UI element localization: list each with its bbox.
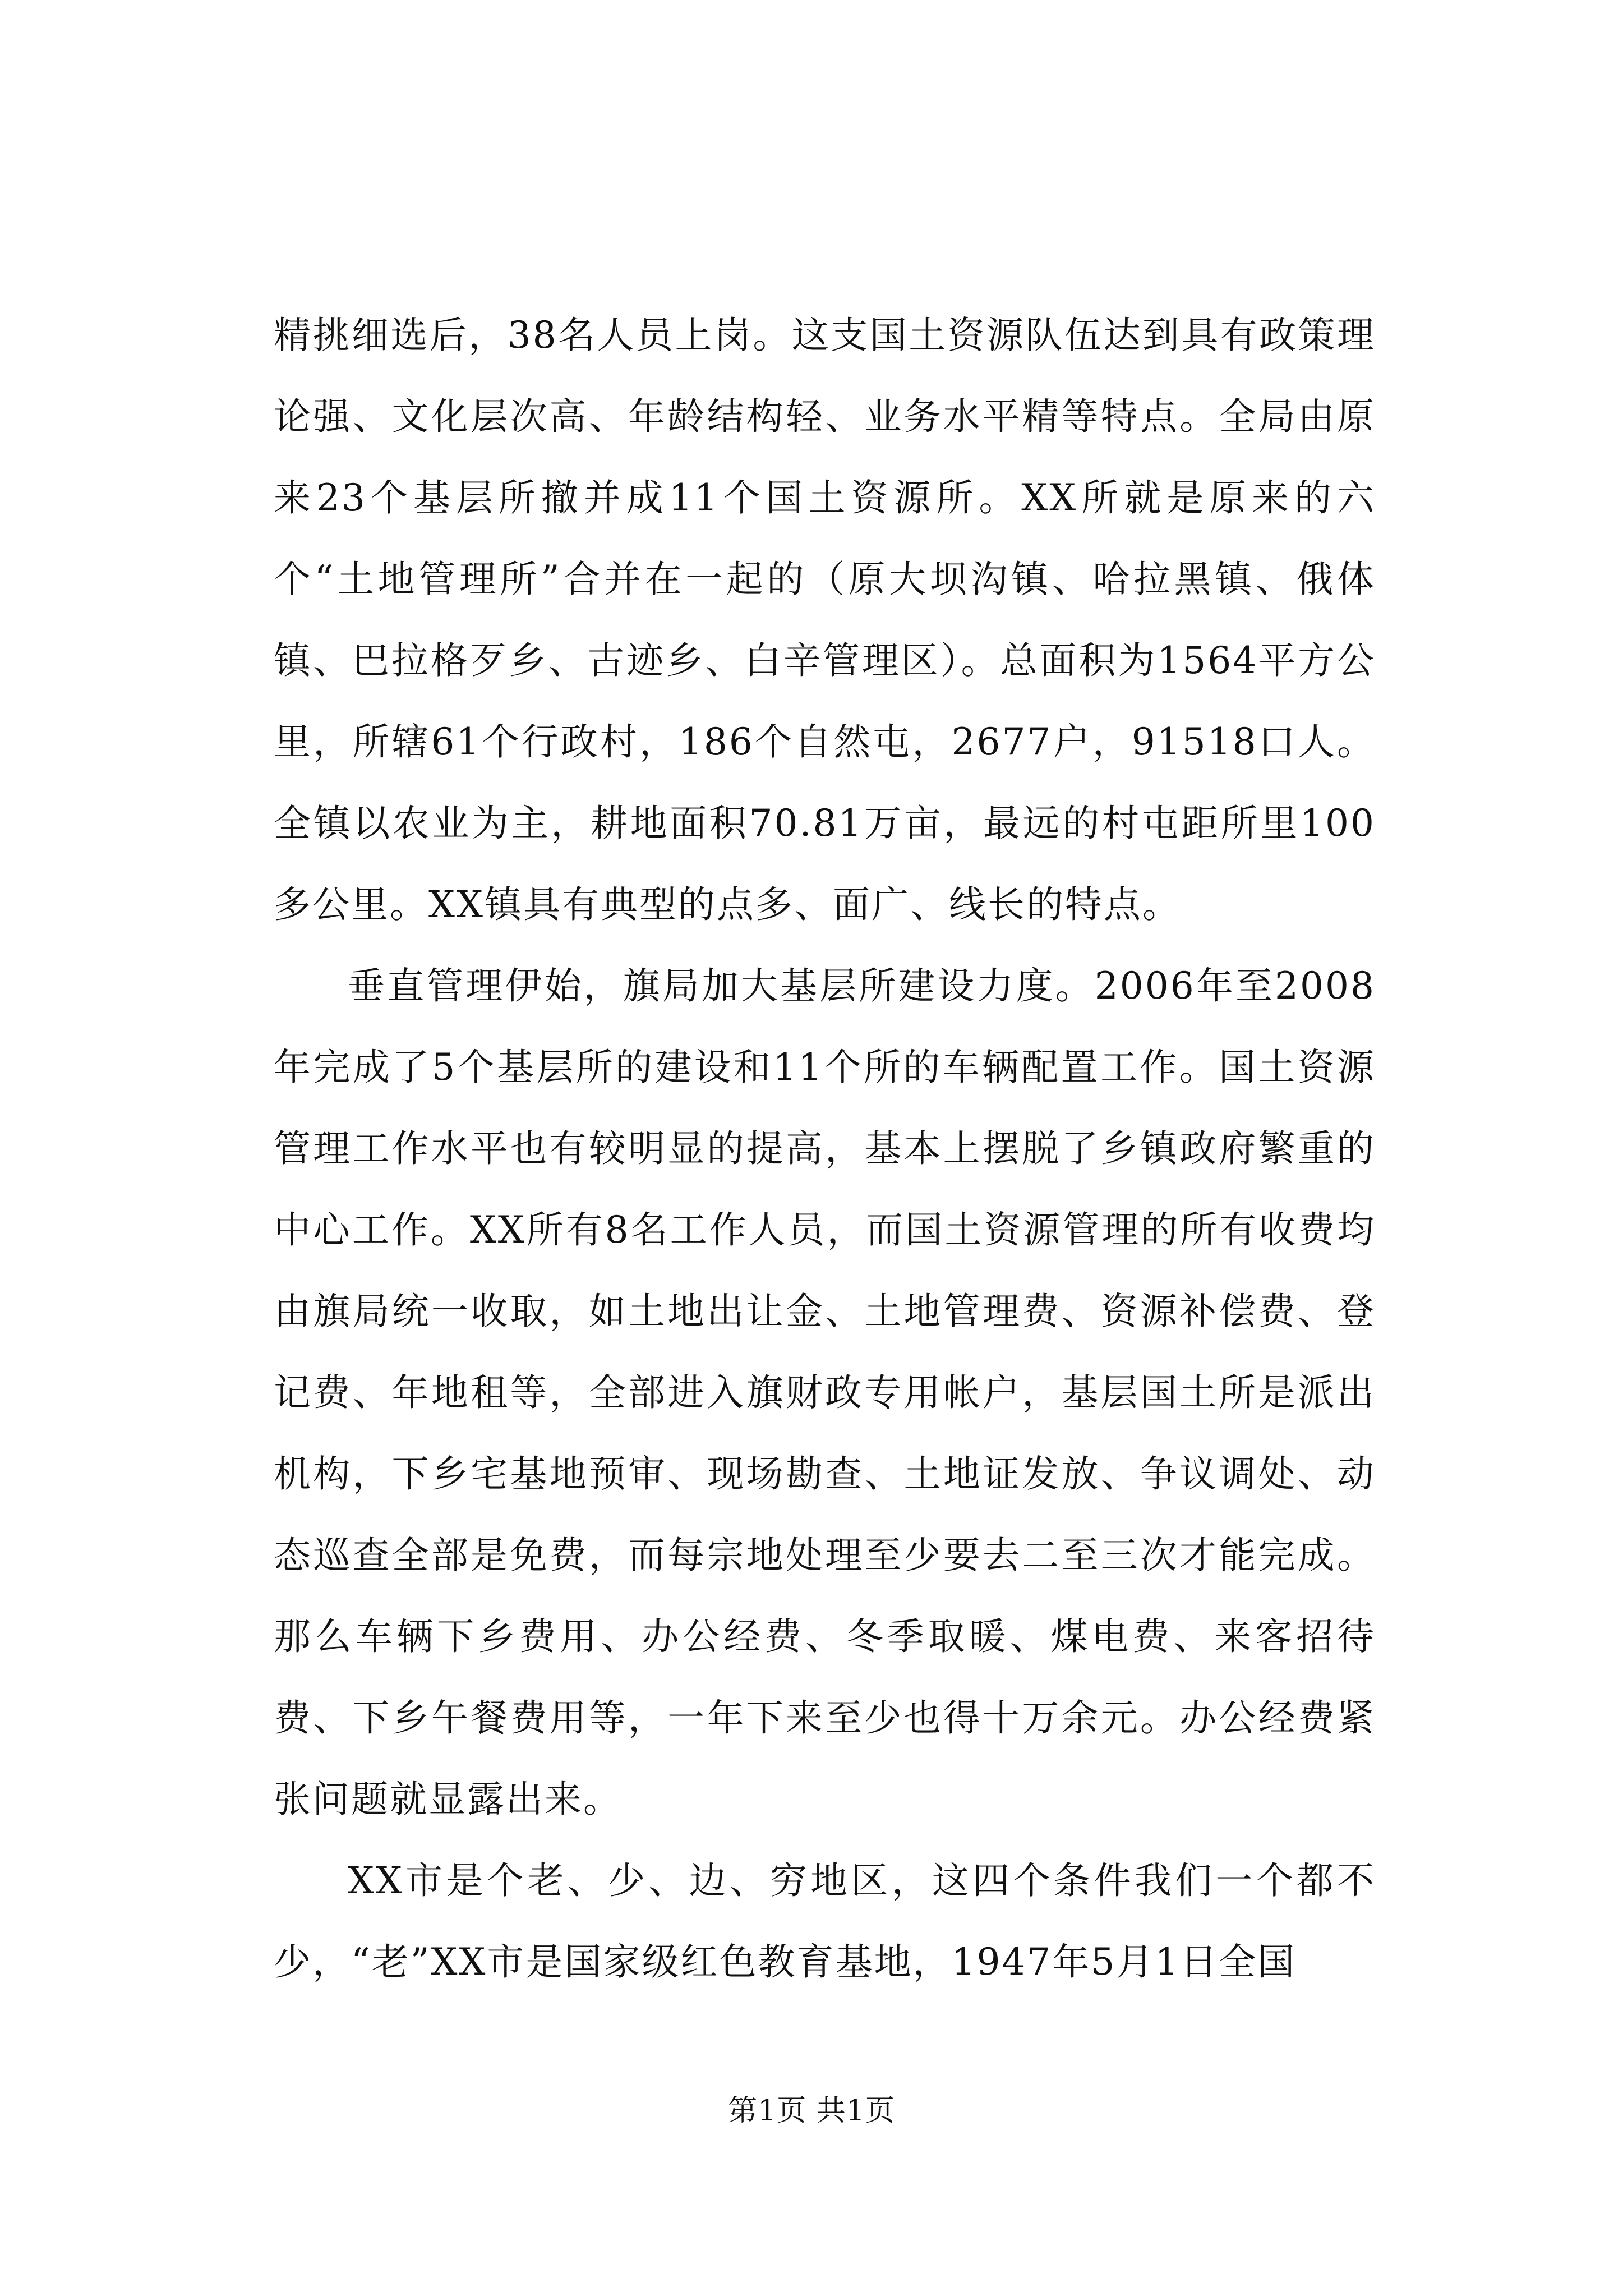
paragraph-3: XX市是个老、少、边、穷地区，这四个条件我们一个都不少，“老”XX市是国家级红色教育基地，1947年5月1日全国 bbox=[274, 1859, 1376, 1984]
paragraph-2: 垂直管理伊始，旗局加大基层所建设力度。2006年至2008年完成了5个基层所的建设和11个所的车辆配置工作。国土资源管理工作水平也有较明显的提高，基本上摆脱了乡镇政府繁重的中心工作。XX所有8名工作人员，而国土资源管理的所有收费均由旗局统一收取，如土地出让金、土地管理费、资源补偿费、登记费、年地租等，全部进入旗财政专用帐户，基层国土所是派出机构，下乡宅基地预审、现场勘查、土地证发放、争议调处、动态巡查全部是免费，而每宗地处理至少要去二至三次才能完成。那么车辆下乡费用、办公经费、冬季取暖、煤电费、来客招待费、下乡午餐费用等，一年下来至少也得十万余元。办公经费紧张问题就显露出来。 bbox=[274, 964, 1376, 1821]
document-body bbox=[274, 295, 1376, 2003]
paragraph-1: 精挑细选后，38名人员上岗。这支国土资源队伍达到具有政策理论强、文化层次高、年龄结构轻、业务水平精等特点。全局由原来23个基层所撤并成11个国土资源所。XX所就是原来的六个“土地管理所”合并在一起的（原大坝沟镇、哈拉黑镇、俄体镇、巴拉格歹乡、古迹乡、白辛管理区）。总面积为1564平方公里，所辖61个行政村，186个自然屯，2677户，91518口人。全镇以农业为主，耕地面积70.81万亩，最远的村屯距所里100多公里。XX镇具有典型的点多、面广、线长的特点。 bbox=[274, 314, 1376, 926]
page-footer: 第1页 共1页 bbox=[728, 2094, 895, 2128]
